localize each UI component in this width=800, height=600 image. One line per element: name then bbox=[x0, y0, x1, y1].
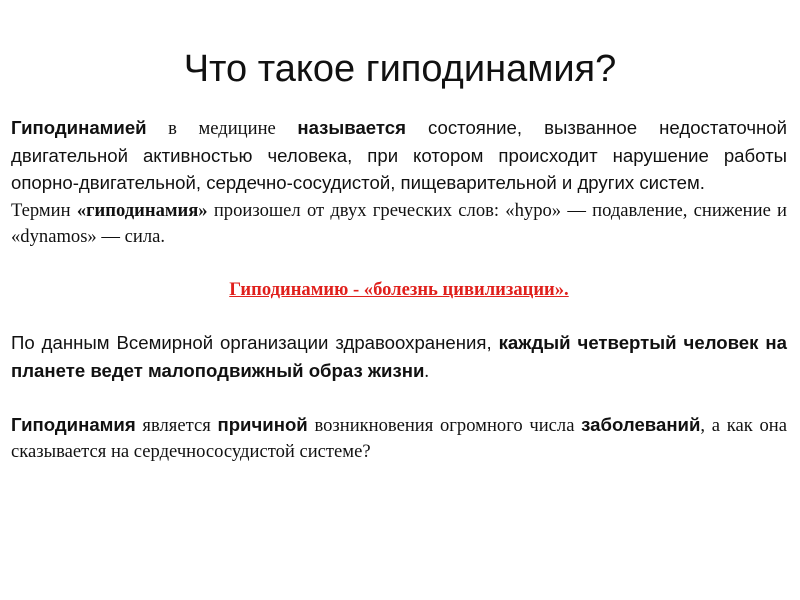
cause-text-1: является bbox=[135, 414, 218, 436]
etymology-text-2: произошел от двух греческих слов: «hypo» — подавление, снижение и «dynamos» — сила. bbox=[11, 199, 787, 247]
slide-title: Что такое гиподинамия? bbox=[183, 48, 617, 90]
definition-paragraph bbox=[11, 115, 787, 198]
spacer bbox=[11, 304, 787, 331]
cause-paragraph bbox=[11, 412, 787, 466]
keyword-diseases: заболеваний bbox=[581, 413, 701, 435]
term-hypodynamia: Гиподинамией bbox=[11, 117, 147, 138]
who-paragraph bbox=[11, 330, 787, 385]
keyword-cause: причиной bbox=[217, 413, 308, 435]
spacer bbox=[11, 251, 787, 278]
who-text-1: По данным Всемирной организации здравоохранения, bbox=[11, 332, 499, 353]
slide-body bbox=[11, 115, 787, 466]
definition-text-1: в медицине bbox=[146, 118, 298, 139]
cause-text-2: возникновения огромного числа bbox=[307, 414, 582, 436]
etymology-text-1: Термин bbox=[11, 199, 77, 221]
who-text-2: . bbox=[424, 360, 430, 382]
civilization-disease-highlight: Гиподинамию - «болезнь цивилизации». bbox=[229, 279, 569, 300]
who-statistic: каждый четвертый человек на планете ведет малоподвижный образ жизни bbox=[11, 332, 787, 381]
definition-text-2: состояние, вызванное недостаточной двигательной активностью человека, при котором происходит нарушение работы опорно-двигательной, сердечно-сосудистой, пищеварительной и других систем. bbox=[11, 117, 787, 193]
term-quoted: «гиподинамия» bbox=[76, 199, 208, 221]
term-hypodynamia-2: Гиподинамия bbox=[11, 413, 136, 435]
spacer bbox=[11, 385, 787, 412]
etymology-paragraph bbox=[11, 198, 787, 251]
keyword-called: называется bbox=[297, 117, 406, 138]
cause-text-3: , а как она сказывается на сердечнососудистой системе? bbox=[11, 414, 787, 462]
